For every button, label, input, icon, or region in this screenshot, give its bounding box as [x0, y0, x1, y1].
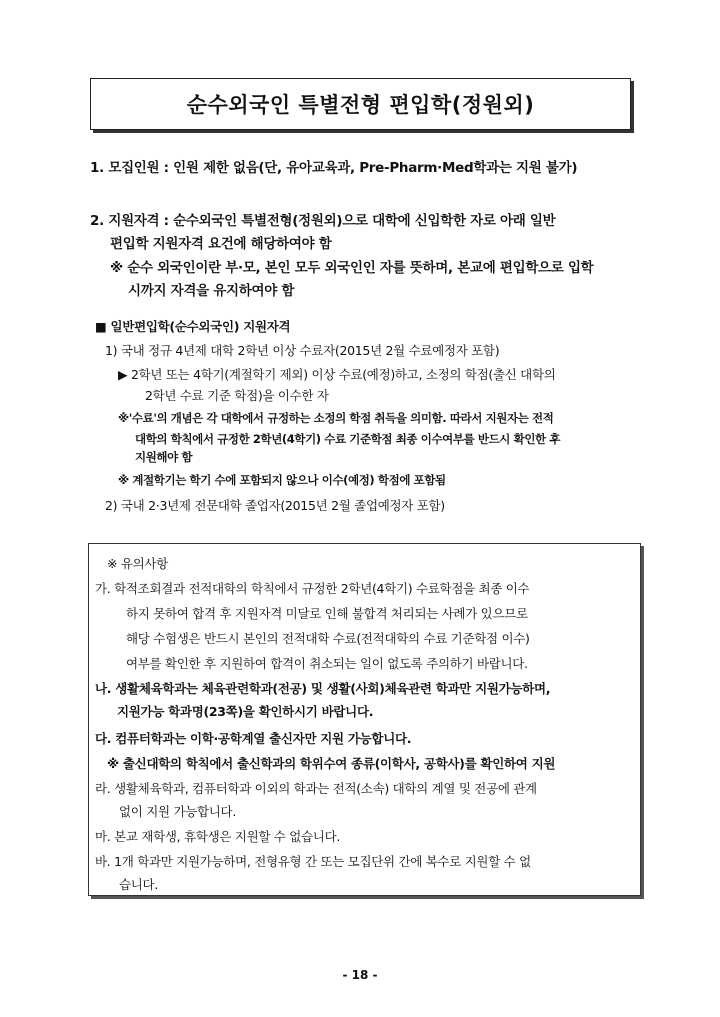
notice-da: 다. 컴퓨터학과는 이학·공학계열 출신자만 지원 가능합니다.	[95, 731, 412, 746]
notice-na-line-1: 나. 생활체육학과는 체육관련학과(전공) 및 생활(사회)체육관련 학과만 지원가능하며,	[95, 681, 551, 696]
notice-ma: 마. 본교 재학생, 휴학생은 지원할 수 없습니다.	[95, 829, 341, 844]
completion-note-line-1: ※'수료'의 개념은 각 대학에서 규정하는 소정의 학점 취득을 의미함. 따라서 지원자는 전적	[118, 411, 554, 425]
notice-heading: ※ 유의사항	[107, 556, 168, 571]
completion-note-line-3: 지원해야 함	[135, 450, 193, 464]
seasonal-semester-note: ※ 계절학기는 학기 수에 포함되지 않으나 이수(예정) 학점에 포함됨	[118, 473, 446, 487]
notice-ra-line-1: 라. 생활체육학과, 컴퓨터학과 이외의 학과는 전적(소속) 대학의 계열 및 전공에 관계	[95, 781, 537, 796]
general-item-2: 2) 국내 2·3년제 전문대학 졸업자(2015년 2월 졸업예정자 포함)	[105, 498, 445, 513]
page-title: 순수외국인 특별전형 편입학(정원외)	[90, 78, 631, 130]
general-item-1-sub-line-2: 2학년 수료 기준 학점)을 이수한 자	[145, 388, 329, 403]
notice-ba-line-2: 습니다.	[119, 877, 158, 892]
foreigner-note-line-2: 시까지 자격을 유지하여야 함	[128, 283, 295, 299]
recruitment-count: 1. 모집인원 : 인원 제한 없음(단, 유아교육과, Pre-Pharm·Med학과는 지원 불가)	[90, 160, 578, 176]
page-number: - 18 -	[342, 968, 378, 982]
notice-ra-line-2: 없이 지원 가능합니다.	[119, 804, 236, 819]
notice-ga-line-3: 해당 수험생은 반드시 본인의 전적대학 수료(전적대학의 수료 기준학점 이수)	[126, 631, 530, 646]
general-item-1: 1) 국내 정규 4년제 대학 2학년 이상 수료자(2015년 2월 수료예정자 포함)	[105, 343, 500, 358]
general-transfer-heading: ■ 일반편입학(순수외국인) 지원자격	[95, 319, 291, 334]
eligibility-line-2: 편입학 지원자격 요건에 해당하여야 함	[110, 236, 332, 252]
notice-ga-line-2: 하지 못하여 합격 후 지원자격 미달로 인해 불합격 처리되는 사례가 있으므로	[126, 606, 528, 621]
general-item-1-sub-line-1: ▶ 2학년 또는 4학기(계절학기 제외) 이상 수료(예정)하고, 소정의 학점(출신 대학의	[118, 367, 556, 382]
notice-da-note: ※ 출신대학의 학칙에서 출신학과의 학위수여 종류(이학사, 공학사)를 확인하여 지원	[107, 756, 556, 771]
notice-ga-line-4: 여부를 확인한 후 지원하여 합격이 취소되는 일이 없도록 주의하기 바랍니다.	[126, 656, 528, 671]
eligibility-line-1: 2. 지원자격 : 순수외국인 특별전형(정원외)으로 대학에 신입학한 자로 아래 일반	[90, 213, 556, 229]
notice-ga-line-1: 가. 학적조회결과 전적대학의 학칙에서 규정한 2학년(4학기) 수료학점을 최종 이수	[95, 581, 530, 596]
notice-box	[88, 543, 641, 896]
notice-ba-line-1: 바. 1개 학과만 지원가능하며, 전형유형 간 또는 모집단위 간에 복수로 지원할 수 없	[95, 854, 531, 869]
notice-na-line-2: 지원가능 학과명(23쪽)을 확인하시기 바랍니다.	[117, 704, 374, 719]
foreigner-note-line-1: ※ 순수 외국인이란 부·모, 본인 모두 외국인인 자를 뜻하며, 본교에 편입학으로 입학	[110, 260, 594, 276]
completion-note-line-2: 대학의 학칙에서 규정한 2학년(4학기) 수료 기준학점 최종 이수여부를 반드시 확인한 후	[135, 432, 561, 446]
